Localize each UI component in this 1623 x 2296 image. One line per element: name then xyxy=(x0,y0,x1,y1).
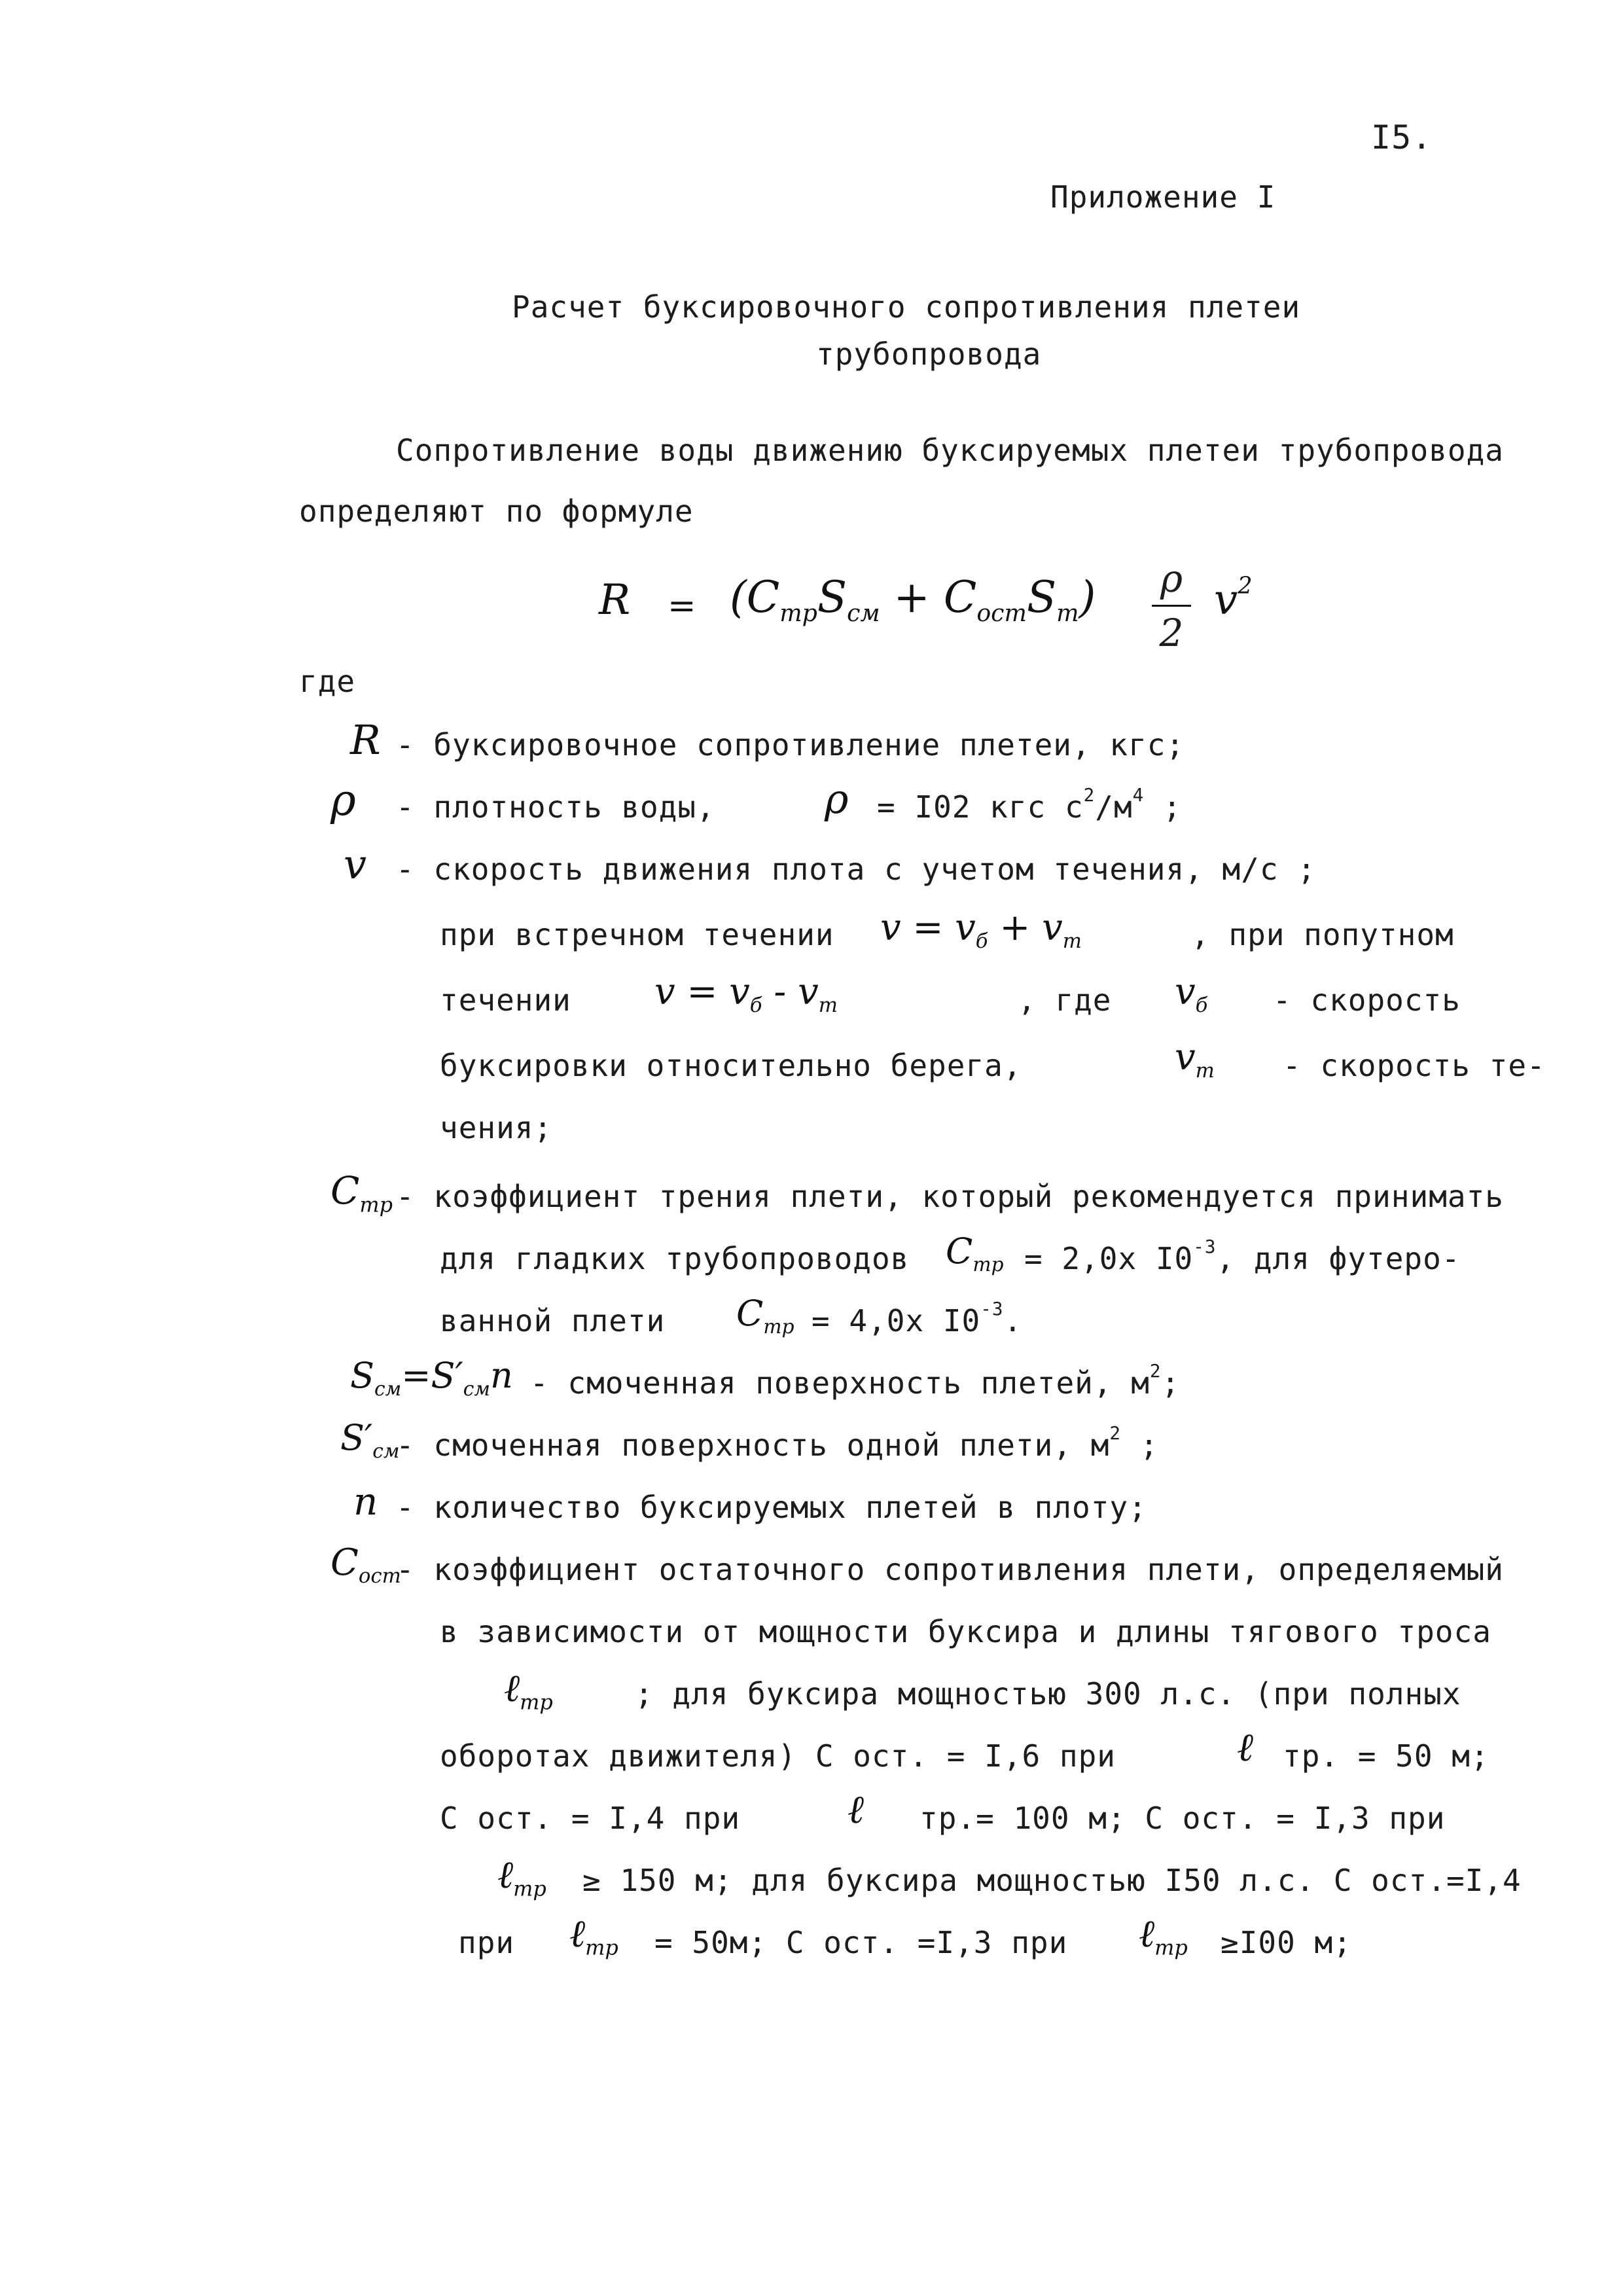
def-co-1: - коэффициент остаточного сопротивления плети, определяемый xyxy=(396,1552,1504,1587)
symbol-l-3: ℓ xyxy=(847,1787,864,1833)
def-v-2a: при встречном течении xyxy=(440,917,834,952)
def-v-1: - скорость движения плота с учетом течения, м/с ; xyxy=(396,852,1317,887)
def-co-7c: ≥I00 м; xyxy=(1221,1925,1352,1960)
symbol-c-tr-inline-2: $C_{тр}$ xyxy=(736,1293,794,1338)
def-co-4a: оборотах движителя) С ост. = I,6 при xyxy=(440,1738,1116,1774)
def-c-1: - коэффициент трения плети, который рекомендуется принимать xyxy=(396,1179,1504,1214)
symbol-n: n xyxy=(353,1479,378,1524)
def-v-4a: буксировки относительно берега, xyxy=(440,1048,1022,1083)
symbol-v-b: $v_б$ xyxy=(1175,971,1208,1018)
def-co-4b: тр. = 50 м; xyxy=(1283,1738,1489,1774)
def-co-7a: при xyxy=(458,1925,515,1960)
symbol-rho-inline: ρ xyxy=(825,775,849,823)
def-c-3a: ванной плети xyxy=(440,1303,666,1338)
symbol-r: R xyxy=(350,716,381,764)
def-v-5: чения; xyxy=(440,1110,553,1145)
def-co-3: ; для буксира мощностью 300 л.с. (при полных xyxy=(635,1676,1461,1712)
symbol-c-ost: $C_{ост}$ xyxy=(330,1541,401,1588)
def-s-2: - смоченная поверхность одной плети, $м^2$ ; xyxy=(396,1422,1159,1463)
symbol-l-tr-1: ℓ$_{тр}$ xyxy=(504,1666,553,1715)
symbol-s-sm: $S_{см}=S'_{см}n$ xyxy=(350,1355,513,1401)
def-r: - буксировочное сопротивление плетеи, кгс; xyxy=(396,727,1185,762)
symbol-c-tr: $C_{тр}$ xyxy=(330,1168,393,1217)
def-rho-value: = I02 кгс $с^2/м^4$ ; xyxy=(877,784,1182,825)
title-line-1: Расчет буксировочного сопротивления плетеи xyxy=(512,289,1301,325)
intro-line-1: Сопротивление воды движению буксируемых плетеи трубопровода xyxy=(396,433,1504,468)
formula-v-along: $v = v_б - v_т$ xyxy=(654,971,838,1018)
def-s-1: - смоченная поверхность плетей, $м^2$; xyxy=(530,1360,1181,1401)
def-co-2: в зависимости от мощности буксира и длины тягового троса xyxy=(440,1614,1491,1649)
def-co-5b: тр.= 100 м; С ост. = I,3 при xyxy=(919,1801,1446,1836)
symbol-rho: ρ xyxy=(330,775,356,825)
symbol-l-2: ℓ xyxy=(1237,1725,1253,1770)
page-number: I5. xyxy=(1371,118,1433,156)
def-v-3b: , где xyxy=(1018,982,1112,1018)
symbol-l-tr-6: ℓ$_{тр}$ xyxy=(1139,1911,1188,1960)
appendix-label: Приложение I xyxy=(1050,179,1276,215)
symbol-c-tr-inline-1: $C_{тр}$ xyxy=(946,1230,1004,1276)
intro-line-2: определяют по формуле xyxy=(299,493,694,529)
symbol-l-tr-4: ℓ$_{тр}$ xyxy=(497,1852,546,1901)
symbol-v-t: $v_т$ xyxy=(1175,1036,1215,1083)
formula-v-counter: $v = v_б + v_т$ xyxy=(880,906,1082,954)
def-co-6: ≥ 150 м; для буксира мощностью I50 л.с. С ост.=I,4 xyxy=(582,1863,1522,1898)
def-c-2b: = 2,0х $I0^{-3}$, для футеро- xyxy=(1024,1236,1461,1276)
where-label: где xyxy=(299,664,356,699)
def-co-5a: С ост. = I,4 при xyxy=(440,1801,741,1836)
def-rho: - плотность воды, xyxy=(396,789,715,825)
document-page: I5. Приложение I Расчет буксировочного сопротивления плетеи трубопровода Сопротивление воды движению буксируемых плетеи трубопровода определяют по формуле R = $(C_{тр}S_{см} + C_{ост}S_т)$ ρ 2 $v^2$ где R - буксировочное сопротивление плетеи, кгс; ρ - плотность воды, ρ = I02 кгс $с^2/м^4$ ; v - скорость движения плота с учетом течения, м/с ; при встречном течении $v = v_б + v_т$ , при попутном течении $v = v_б - v_т$ , где $v_б$ - скорость буксировки относительно берега, $v_т$ - скорость те- чения; $C_{тр}$ - коэффициент трения плети, который рекомендуется принимать для гладких трубопроводов $C_{тр}$ = 2,0х $I0^{-3}$, для футеро- ванной плети $C_{тр}$ = 4,0х $I0^{-3}$. $S_{см}=S'_{см}n$ - смоченная поверхность плетей, $м^2$; $S'_{см}$ - смоченная поверхность одной плети, $м^2$ ; n - количество буксируемых плетей в плоту; $C_{ост}$ - коэффициент остаточного сопротивления плети, определяемый в зависимости от мощности буксира и длины тягового троса ℓ$_{тр}$ ; для буксира мощностью 300 л.с. (при полных оборотах движителя) С ост. = I,6 при ℓ тр. = 50 м; С ост. = I,4 при ℓ тр.= 100 м; С ост. = I,3 при ℓ$_{тр}$ ≥ 150 м; для буксира мощностью I50 л.с. С ост.=I,4 при ℓ$_{тр}$ = 50м; С ост. =I,3 при ℓ$_{тр}$ ≥I00 м; xyxy=(299,118,1546,1960)
symbol-v: v xyxy=(344,840,367,888)
def-n: - количество буксируемых плетей в плоту; xyxy=(396,1490,1147,1525)
def-v-3a: течении xyxy=(440,982,571,1018)
def-co-7b: = 50м; С ост. =I,3 при xyxy=(654,1925,1068,1960)
def-v-2b: , при попутном xyxy=(1191,917,1454,952)
title-line-2: трубопровода xyxy=(816,336,1042,372)
def-v-3c: - скорость xyxy=(1273,982,1461,1018)
symbol-l-tr-5: ℓ$_{тр}$ xyxy=(569,1911,618,1960)
def-c-2a: для гладких трубопроводов xyxy=(440,1241,910,1276)
def-c-3b: = 4,0х $I0^{-3}$. xyxy=(812,1298,1023,1338)
symbol-s-sm-one: $S'_{см}$ xyxy=(340,1417,400,1463)
def-v-4b: - скорость те- xyxy=(1283,1048,1546,1083)
